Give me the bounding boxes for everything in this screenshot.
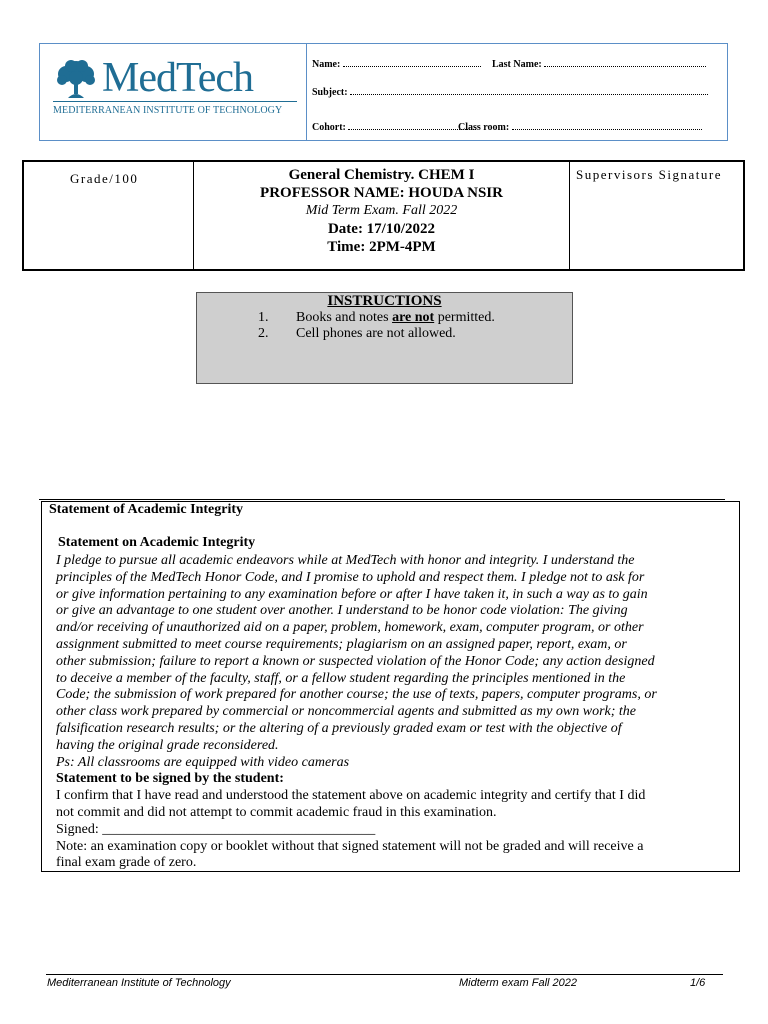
instruction-emphasis: are not	[392, 310, 435, 325]
subject-field[interactable]	[312, 86, 708, 98]
pledge-line: or give an advantage to one student over another. I understand to be honor code violation: The giving	[56, 603, 628, 619]
grade-cell: Grade/100	[70, 171, 139, 186]
name-field[interactable]	[312, 58, 481, 70]
pledge-line: assignment submitted to meet course requirements; plagiarism on an assigned paper, report, exam, or	[56, 636, 627, 652]
signed-heading: Statement to be signed by the student:	[56, 771, 284, 787]
pledge-line: other class work prepared by commercial or noncommercial agents and submitted as my own work; the	[56, 704, 637, 720]
subject-label: Subject:	[312, 87, 348, 98]
cohort-label: Cohort:	[312, 122, 346, 133]
pledge-line: principles of the MedTech Honor Code, and I promise to uphold and respect them. I pledge not to ask for	[56, 569, 645, 585]
instructions-box	[196, 292, 573, 384]
confirm-line: I confirm that I have read and understood the statement above on academic integrity and certify that I did	[56, 788, 646, 804]
pledge-line: to deceive a member of the faculty, staff, or a fellow student regarding the principles mentioned in the	[56, 670, 626, 686]
subject-blank[interactable]	[350, 86, 708, 95]
last-name-label: Last Name:	[492, 59, 542, 70]
last-name-blank[interactable]	[544, 58, 706, 67]
integrity-subtitle: Statement on Academic Integrity	[58, 535, 256, 550]
logo-subtitle: MEDITERRANEAN INSTITUTE OF TECHNOLOGY	[53, 105, 283, 116]
exam-time: Time: 2PM-4PM	[327, 239, 436, 255]
footer-exam-name: Midterm exam Fall 2022	[459, 977, 577, 989]
table-divider	[569, 162, 570, 269]
exam-details	[194, 166, 569, 256]
pledge-line: having the original grade reconsidered.	[56, 737, 279, 753]
instruction-number: 1.	[258, 310, 269, 325]
pledge-line: or give information pertaining to any examination before or after I have taken it, in such a way as to gain	[56, 586, 648, 602]
integrity-statement-box	[41, 501, 740, 872]
classroom-field[interactable]	[458, 121, 702, 133]
signature-line[interactable]: Signed: _______________________________________	[56, 821, 376, 837]
footer-institution: Mediterranean Institute of Technology	[47, 977, 231, 989]
note-line: final exam grade of zero.	[56, 855, 197, 871]
instruction-text: Books and notes	[296, 310, 393, 325]
exam-info-table	[22, 160, 745, 271]
classroom-label: Class room:	[458, 122, 510, 133]
integrity-title: Statement of Academic Integrity	[49, 502, 244, 517]
classroom-blank[interactable]	[512, 121, 702, 130]
name-blank[interactable]	[343, 58, 481, 67]
cohort-field[interactable]	[312, 121, 476, 133]
last-name-field[interactable]	[492, 58, 706, 70]
header-box	[39, 43, 728, 141]
integrity-top-rule	[39, 499, 725, 500]
course-title: General Chemistry. CHEM I	[288, 167, 475, 183]
confirm-line: not commit and did not attempt to commit academic fraud in this examination.	[56, 804, 497, 820]
exam-date: Date: 17/10/2022	[327, 221, 436, 237]
professor-name: PROFESSOR NAME: HOUDA NSIR	[260, 185, 503, 201]
logo-wordmark: MedTech	[102, 55, 253, 101]
pledge-line: other submission; failure to report a known or suspected violation of the Honor Code; any action designed	[56, 653, 655, 669]
header-divider	[306, 44, 307, 140]
instruction-number: 2.	[258, 326, 269, 341]
supervisor-signature-cell: Supervisors Signature	[576, 167, 722, 182]
pledge-line: Code; the submission of work prepared for another course; the use of texts, papers, computer programs, or	[56, 687, 657, 703]
note-line: Note: an examination copy or booklet without that signed statement will not be graded and will receive a	[56, 838, 644, 854]
instruction-item	[296, 310, 495, 326]
footer-page-number: 1/6	[690, 977, 706, 989]
logo	[40, 44, 306, 140]
exam-name: Mid Term Exam. Fall 2022	[305, 203, 458, 218]
integrity-body	[56, 553, 736, 872]
pledge-line: and/or receiving of unauthorized aid on a paper, problem, homework, exam, computer program, or other	[56, 620, 644, 636]
camera-note: Ps: All classrooms are equipped with video cameras	[56, 754, 350, 770]
instruction-text: permitted.	[434, 310, 495, 325]
tree-logo-icon	[54, 58, 98, 100]
pledge-line: I pledge to pursue all academic endeavors while at MedTech with honor and integrity. I understand the	[56, 553, 635, 568]
instructions-title: INSTRUCTIONS	[327, 293, 442, 309]
logo-rule	[53, 101, 297, 102]
pledge-line: falsification research results; or the altering of a previously graded exam or test with the objective of	[56, 720, 622, 736]
instruction-item: Cell phones are not allowed.	[296, 326, 456, 341]
footer-rule	[46, 974, 723, 975]
name-label: Name:	[312, 59, 341, 70]
